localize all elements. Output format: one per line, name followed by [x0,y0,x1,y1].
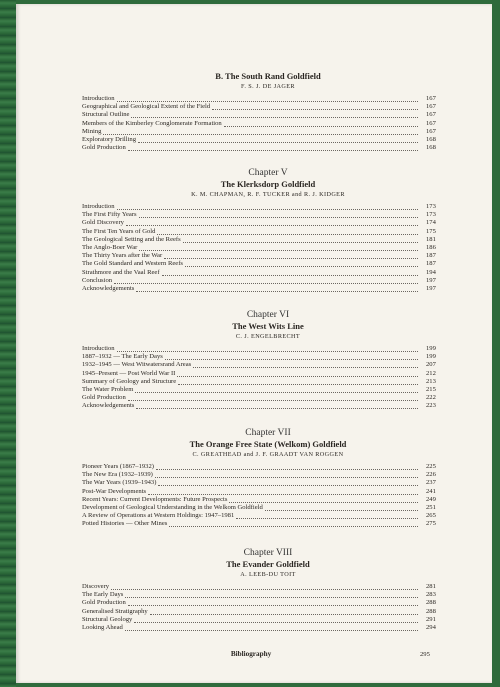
toc-entry-page: 187 [426,260,436,268]
toc-entry-page: 225 [426,463,436,470]
toc-entry[interactable] [82,520,454,528]
dot-leader [136,403,418,409]
toc-entry-title: Gold Discovery [82,219,124,227]
toc-entry-page: 173 [426,203,436,210]
toc-entry[interactable] [82,285,454,293]
toc-entry-page: 168 [426,144,436,152]
dot-leader [125,592,418,598]
dot-leader [158,480,418,486]
toc-entry[interactable] [82,599,454,607]
toc-entry-page: 174 [426,219,436,227]
dot-leader [169,521,418,527]
toc-entry-title: 1887–1932 — The Early Days [82,353,163,361]
toc-entry-page: 212 [426,369,436,377]
toc-entries [82,583,454,632]
toc-entry-title: Gold Production [82,394,126,402]
toc-entry-title: The First Fifty Years [82,211,137,219]
chapter-label: Chapter VIII [243,548,293,558]
toc-entry[interactable] [82,111,454,119]
toc-entry[interactable] [82,260,454,268]
toc-entry-title: The Anglo-Boer War [82,243,138,251]
toc-entry-page: 199 [426,353,436,361]
contents-page [16,4,492,683]
toc-entry-title: Members of the Kimberley Conglomerate Formation [82,119,222,127]
dot-leader [128,600,418,606]
toc-entry[interactable] [82,103,454,111]
dot-leader [265,505,418,511]
toc-entry-title: Strathmore and the Vaal Reef [82,268,160,276]
toc-section [82,310,454,411]
dot-leader [103,129,418,135]
toc-entry-page: 167 [426,119,436,127]
toc-entry-page: 222 [426,394,436,402]
toc-entry-page: 167 [426,111,436,119]
dot-leader [162,270,418,276]
dot-leader [165,354,418,360]
toc-entry[interactable] [82,361,454,369]
toc-entry[interactable] [82,269,454,277]
section-title: B. The South Rand Goldfield [215,71,321,81]
dot-leader [224,121,418,127]
toc-entry-title: Geographical and Geological Extent of the Field [82,103,211,111]
toc-entry-title: Introduction [82,345,115,352]
toc-entry[interactable] [82,144,454,152]
toc-entry-page: 173 [426,211,436,219]
toc-entry-page: 194 [426,268,436,276]
toc-entry-page: 275 [426,520,436,528]
toc-entry[interactable] [82,496,454,504]
dot-leader [136,286,418,292]
section-title: The West Wits Line [232,321,304,331]
toc-entry-title: Pioneer Years (1867–1932) [82,463,154,470]
chapter-label: Chapter V [248,168,288,178]
toc-entry-page: 265 [426,512,436,520]
section-authors: F. S. J. DE JAGER [241,83,295,90]
toc-entry-page: 215 [426,385,436,393]
toc-entry[interactable] [82,608,454,616]
toc-entry-title: Discovery [82,583,110,590]
toc-entry[interactable] [82,120,454,128]
dot-leader [117,96,418,102]
toc-section [82,428,454,529]
toc-entry-page: 223 [426,402,436,410]
toc-entry[interactable] [82,203,454,211]
toc-entry-title: Structural Geology [82,615,133,623]
toc-entries [82,203,454,293]
dot-leader [150,609,418,615]
toc-entry[interactable] [82,394,454,402]
toc-entry-title: Generalised Stratigraphy [82,607,148,615]
bibliography-entry[interactable] [82,650,454,658]
toc-entry[interactable] [82,504,454,512]
toc-entry-page: 251 [426,503,436,511]
dot-leader [177,371,418,377]
toc-entry[interactable] [82,228,454,236]
toc-entry-title: The Water Problem [82,385,134,393]
section-authors: K. M. CHAPMAN, R. F. TUCKER and R. J. KIDGER [191,191,345,198]
toc-entry-page: 237 [426,479,436,487]
chapter-label: Chapter VII [245,428,291,438]
dot-leader [148,489,418,495]
toc-entry-title: The New Era (1932–1939) [82,471,153,479]
dot-leader [193,362,418,368]
dot-leader [125,625,418,631]
toc-entry-title: Structural Outline [82,111,130,119]
toc-entry[interactable] [82,386,454,394]
toc-entry[interactable] [82,353,454,361]
dot-leader [117,346,418,352]
dot-leader [155,472,418,478]
toc-entries [82,345,454,411]
toc-entry-page: 197 [426,284,436,292]
toc-entry[interactable] [82,252,454,260]
toc-entry-page: 291 [426,615,436,623]
toc-entry-title: 1932–1945 — West Witwatersrand Areas [82,361,192,369]
toc-entry[interactable] [82,136,454,144]
dot-leader [178,379,418,385]
dot-leader [128,395,418,401]
toc-entry-title: Post-War Developments [82,487,147,495]
dot-leader [135,387,418,393]
toc-entry-title: Acknowledgements [82,402,135,410]
dot-leader [114,278,418,284]
toc-entry-page: 288 [426,599,436,607]
toc-section [82,70,454,152]
section-title: The Evander Goldfield [226,559,310,569]
toc-entry-page: 281 [426,583,436,590]
toc-entries [82,463,454,529]
bibliography-page: 295 [420,651,430,658]
toc-entry-page: 226 [426,471,436,479]
toc-entry-title: Introduction [82,203,115,210]
dot-leader [126,220,418,226]
toc-entry-title: Gold Production [82,144,126,152]
toc-entry[interactable] [82,236,454,244]
toc-entry-title: Gold Production [82,599,126,607]
toc-entry[interactable] [82,488,454,496]
toc-entry-title: Potted Histories — Other Mines [82,520,168,528]
dot-leader [183,237,418,243]
dot-leader [212,104,418,110]
chapter-label: Chapter VI [246,310,290,320]
dot-leader [139,212,418,218]
toc-entry[interactable] [82,471,454,479]
dot-leader [134,617,418,623]
toc-entry-page: 167 [426,103,436,111]
toc-entry-page: 187 [426,252,436,260]
toc-entry-title: Mining [82,127,102,135]
toc-entry-page: 168 [426,135,436,143]
dot-leader [156,464,418,470]
dot-leader [236,513,418,519]
toc-entry-title: The Gold Standard and Western Reefs [82,260,183,268]
toc-entry-title: Conclusion [82,276,113,284]
toc-entry[interactable] [82,591,454,599]
toc-entry[interactable] [82,95,454,103]
toc-entry-page: 197 [426,276,436,284]
toc-entry-title: Summary of Geology and Structure [82,377,177,385]
toc-entry-title: Recent Years: Current Developments: Future Prospects [82,495,228,503]
section-authors: C. J. ENGELBRECHT [235,333,301,340]
toc-entry[interactable] [82,402,454,410]
book-cover-edge [492,0,500,687]
book-spine-edge [0,0,16,687]
toc-entry-title: The First Ten Years of Gold [82,227,156,235]
toc-entry-page: 294 [426,623,436,631]
bibliography-title: Bibliography [230,650,272,658]
dot-leader [128,145,418,151]
toc-entry[interactable] [82,624,454,632]
dot-leader [164,253,418,259]
toc-section [82,168,454,293]
dot-leader [138,137,418,143]
toc-entry-title: Acknowledgements [82,284,135,292]
toc-entry-title: The Geological Setting and the Reefs [82,235,181,243]
toc-entry-page: 288 [426,607,436,615]
section-authors: C. GREATHEAD and J. F. GRAADT VAN ROGGEN [192,451,344,458]
toc-entry-title: The Early Days [82,591,124,599]
toc-entry-page: 181 [426,235,436,243]
toc-entry[interactable] [82,616,454,624]
toc-entry[interactable] [82,345,454,353]
dot-leader [139,245,418,251]
toc-entry-page: 186 [426,243,436,251]
toc-entry-title: A Review of Operations at Western Holdings: 1947–1981 [82,512,235,520]
toc-entry-page: 199 [426,345,436,352]
dot-leader [157,229,418,235]
toc-entry-title: The War Years (1939–1943) [82,479,157,487]
toc-entry[interactable] [82,512,454,520]
toc-entry-title: The Thirty Years after the War [82,252,163,260]
toc-entry-title: Exploratory Drilling [82,135,137,143]
toc-entry-page: 241 [426,487,436,495]
toc-entries [82,95,454,152]
dot-leader [111,584,418,590]
toc-entry[interactable] [82,128,454,136]
toc-entry[interactable] [82,378,454,386]
toc-entry[interactable] [82,479,454,487]
dot-leader [185,261,418,267]
toc-entry[interactable] [82,244,454,252]
toc-entry-page: 167 [426,95,436,102]
toc-entry-page: 175 [426,227,436,235]
toc-entry[interactable] [82,463,454,471]
toc-entry-title: 1945–Present — Post World War II [82,369,176,377]
dot-leader [117,204,418,210]
toc-entry-page: 167 [426,127,436,135]
section-authors: A. LEEB-DU TOIT [240,571,296,578]
section-title: The Klerksdorp Goldfield [220,179,316,189]
toc-entry[interactable] [82,583,454,591]
toc-entry-page: 207 [426,361,436,369]
toc-entry[interactable] [82,211,454,219]
toc-section [82,548,454,632]
dot-leader [229,497,418,503]
section-title: The Orange Free State (Welkom) Goldfield [189,439,347,449]
toc-entry[interactable] [82,277,454,285]
toc-entry-page: 213 [426,377,436,385]
toc-entry-page: 283 [426,591,436,599]
toc-entry-title: Introduction [82,95,115,102]
dot-leader [131,112,418,118]
toc-entry-title: Looking Ahead [82,623,123,631]
toc-entry[interactable] [82,219,454,227]
toc-entry-title: Development of Geological Understanding in the Welkom Goldfield [82,503,263,511]
toc-entry[interactable] [82,370,454,378]
toc-entry-page: 249 [426,495,436,503]
